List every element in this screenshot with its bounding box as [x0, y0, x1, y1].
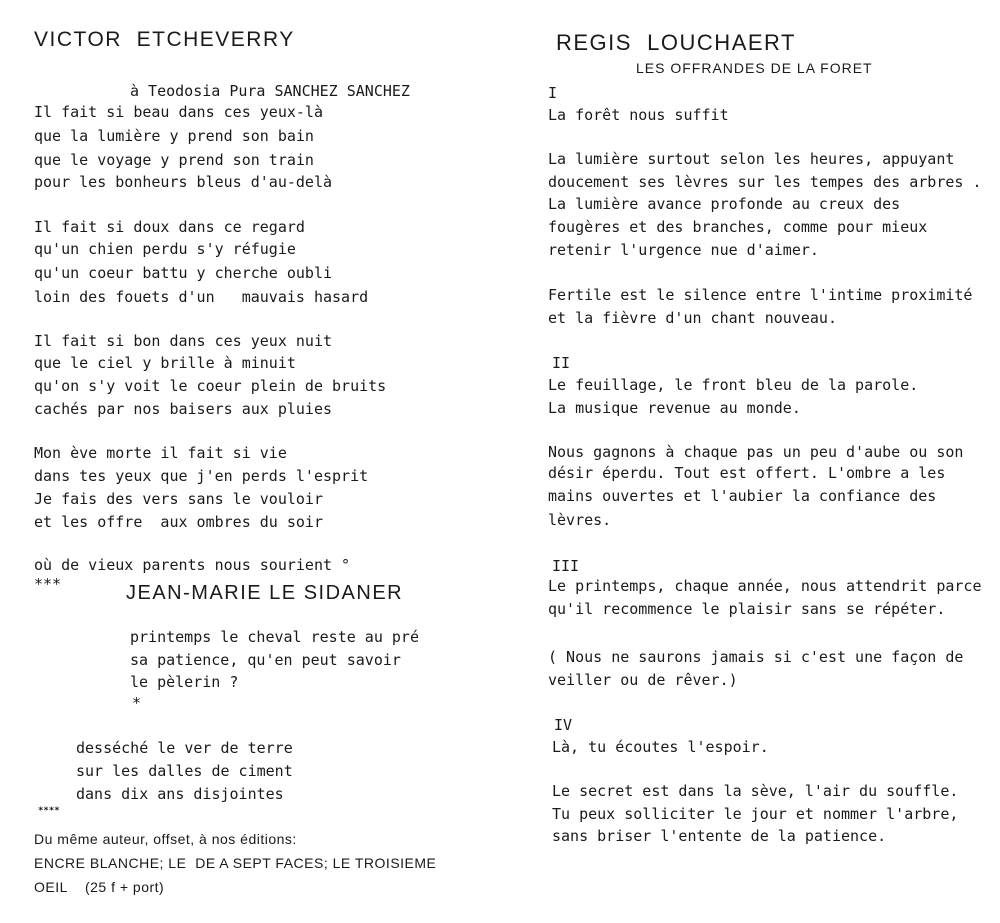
- author-title-etcheverry: VICTOR ETCHEVERRY: [34, 28, 295, 51]
- section-numeral: II: [552, 354, 571, 372]
- poem-line: Il fait si beau dans ces yeux-là: [34, 103, 323, 121]
- poem-line: où de vieux parents nous sourient °: [34, 556, 351, 574]
- poem-line: et les offre aux ombres du soir: [34, 513, 323, 531]
- prose-line: doucement ses lèvres sur les tempes des arbres .: [548, 173, 982, 191]
- poem-line: Je fais des vers sans le vouloir: [34, 490, 323, 508]
- prose-line: lèvres.: [548, 511, 612, 529]
- poem-line: dans tes yeux que j'en perds l'esprit: [34, 467, 369, 485]
- poem-line: cachés par nos baisers aux pluies: [34, 400, 333, 418]
- poem-line: que la lumière y prend son bain: [34, 127, 314, 145]
- prose-line: Nous gagnons à chaque pas un peu d'aube ou son: [548, 443, 964, 461]
- prose-line: Le secret est dans la sève, l'air du souffle.: [552, 782, 959, 800]
- author-title-louchaert: REGIS LOUCHAERT: [556, 30, 796, 55]
- prose-line: Tu peux solliciter le jour et nommer l'arbre,: [552, 805, 959, 823]
- prose-line: mains ouvertes et l'aubier la confiance des: [548, 487, 937, 505]
- poem-line: qu'un chien perdu s'y réfugie: [34, 240, 296, 258]
- prose-line: ( Nous ne saurons jamais si c'est une façon de: [548, 648, 964, 666]
- haiku-line: dans dix ans disjointes: [76, 785, 284, 803]
- prose-line: veiller ou de rêver.): [548, 671, 738, 689]
- small-mark: ****: [38, 806, 60, 816]
- prose-line: Le printemps, chaque année, nous attendrit parce: [548, 577, 982, 595]
- separator: ***: [34, 575, 62, 593]
- prose-line: Le feuillage, le front bleu de la parole.: [548, 376, 919, 394]
- prose-line: La lumière surtout selon les heures, appuyant: [548, 150, 955, 168]
- star-separator: *: [132, 694, 142, 712]
- prose-line: fougères et des branches, comme pour mieux: [548, 218, 928, 236]
- footer-line: Du même auteur, offset, à nos éditions:: [34, 831, 297, 847]
- author-title-sidaner: JEAN-MARIE LE SIDANER: [126, 582, 404, 604]
- poem-line: loin des fouets d'un mauvais hasard: [34, 288, 369, 306]
- footer-line: ENCRE BLANCHE; LE DE A SEPT FACES; LE TROISIEME: [34, 855, 437, 871]
- poem-line: qu'on s'y voit le coeur plein de bruits: [34, 377, 387, 395]
- haiku-line: le pèlerin ?: [130, 673, 239, 691]
- poem-line: que le voyage y prend son train: [34, 151, 314, 169]
- prose-line: retenir l'urgence nue d'aimer.: [548, 241, 819, 259]
- poem-line: Mon ève morte il fait si vie: [34, 444, 287, 462]
- haiku-line: sur les dalles de ciment: [76, 762, 293, 780]
- prose-line: Là, tu écoutes l'espoir.: [552, 738, 769, 756]
- haiku-line: sa patience, qu'en peut savoir: [130, 651, 401, 669]
- footer-line: OEIL (25 f + port): [34, 879, 165, 895]
- prose-line: La lumière avance profonde au creux des: [548, 195, 901, 213]
- poem-subtitle: LES OFFRANDES DE LA FORET: [636, 60, 873, 76]
- haiku-line: desséché le ver de terre: [76, 739, 293, 757]
- prose-line: La musique revenue au monde.: [548, 399, 801, 417]
- prose-line: Fertile est le silence entre l'intime proximité: [548, 286, 973, 304]
- prose-line: désir éperdu. Tout est offert. L'ombre a les: [548, 464, 946, 482]
- poem-line: pour les bonheurs bleus d'au-delà: [34, 173, 333, 191]
- prose-line: qu'il recommence le plaisir sans se répéter.: [548, 600, 946, 618]
- poem-line: Il fait si bon dans ces yeux nuit: [34, 332, 333, 350]
- poem-line: que le ciel y brille à minuit: [34, 354, 296, 372]
- poem-line: qu'un coeur battu y cherche oubli: [34, 264, 333, 282]
- section-numeral: III: [552, 557, 580, 575]
- prose-line: La forêt nous suffit: [548, 106, 729, 124]
- section-numeral: I: [548, 84, 558, 102]
- prose-line: sans briser l'entente de la patience.: [552, 827, 887, 845]
- section-numeral: IV: [554, 716, 573, 734]
- poem-line: Il fait si doux dans ce regard: [34, 218, 305, 236]
- haiku-line: printemps le cheval reste au pré: [130, 628, 419, 646]
- dedication: à Teodosia Pura SANCHEZ SANCHEZ: [130, 82, 410, 100]
- prose-line: et la fièvre d'un chant nouveau.: [548, 309, 837, 327]
